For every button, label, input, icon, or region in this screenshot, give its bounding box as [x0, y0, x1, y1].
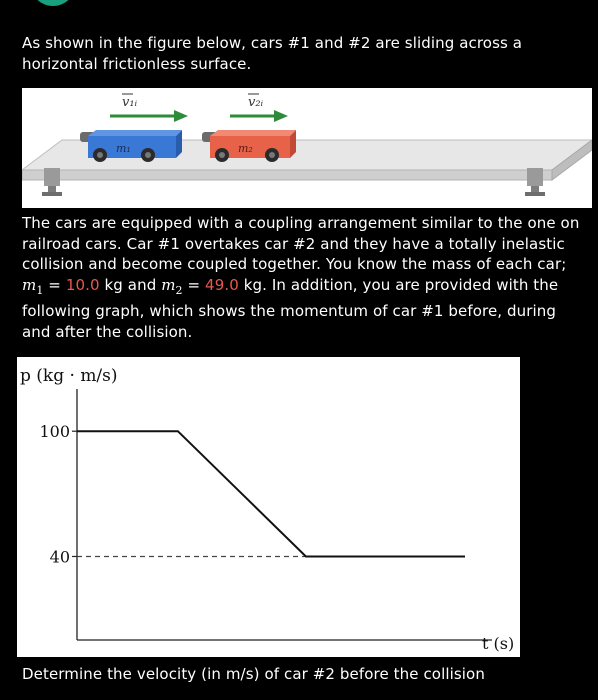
m2-symbol: $m_2$	[161, 275, 183, 297]
car1-mass-label: m₁	[116, 142, 131, 155]
car2-mass-label: m₂	[238, 142, 253, 155]
cars-figure-svg	[22, 88, 592, 208]
v2-label: v₂ᵢ	[248, 95, 264, 110]
momentum-graph	[17, 357, 520, 657]
m1-value: 10.0	[65, 275, 100, 294]
cars-figure	[22, 88, 592, 208]
track-leg-right	[525, 168, 545, 196]
x-axis-label: t (s)	[482, 634, 515, 653]
description-paragraph	[22, 213, 582, 342]
avatar[interactable]	[30, 0, 76, 6]
arrow1-head	[174, 110, 188, 122]
v1-label: v₁ᵢ	[122, 95, 138, 110]
intro-paragraph: As shown in the figure below, cars #1 and #2 are sliding across a horizontal frictionless surface.	[22, 34, 523, 73]
car-1	[80, 130, 182, 162]
equals-1: =	[43, 275, 66, 294]
unit-1: kg and	[99, 275, 162, 294]
track-leg-left	[42, 168, 62, 196]
description-part2: kg. In addition, you are provided with the following graph, which shows the momentum of car #1 before, during and after the collision.	[22, 275, 559, 341]
m1-symbol: $m_1$	[22, 275, 44, 297]
car2-roof	[210, 130, 296, 136]
description-part1: The cars are equipped with a coupling arrangement similar to the one on railroad cars. Car #1 overtakes car #2 and they have a totally inelastic collision and become coupled together. You know the mass of each car;	[22, 214, 580, 273]
m2-value: 49.0	[205, 275, 239, 294]
track-front	[22, 170, 552, 180]
velocity-arrow-2	[230, 110, 288, 122]
y-tick-label-1: 40	[49, 547, 70, 567]
equals-2: =	[182, 275, 206, 294]
y-tick-label-0: 100	[39, 422, 70, 442]
momentum-series-line-0	[77, 431, 465, 556]
arrow2-head	[274, 110, 288, 122]
velocity-arrow-1	[110, 110, 188, 122]
car-2	[202, 130, 296, 162]
momentum-chart-svg	[17, 357, 520, 657]
question-paragraph: Determine the velocity (in m/s) of car #2 before the collision	[22, 665, 485, 683]
car1-roof	[88, 130, 182, 136]
y-axis-label: p (kg · m/s)	[20, 366, 118, 386]
